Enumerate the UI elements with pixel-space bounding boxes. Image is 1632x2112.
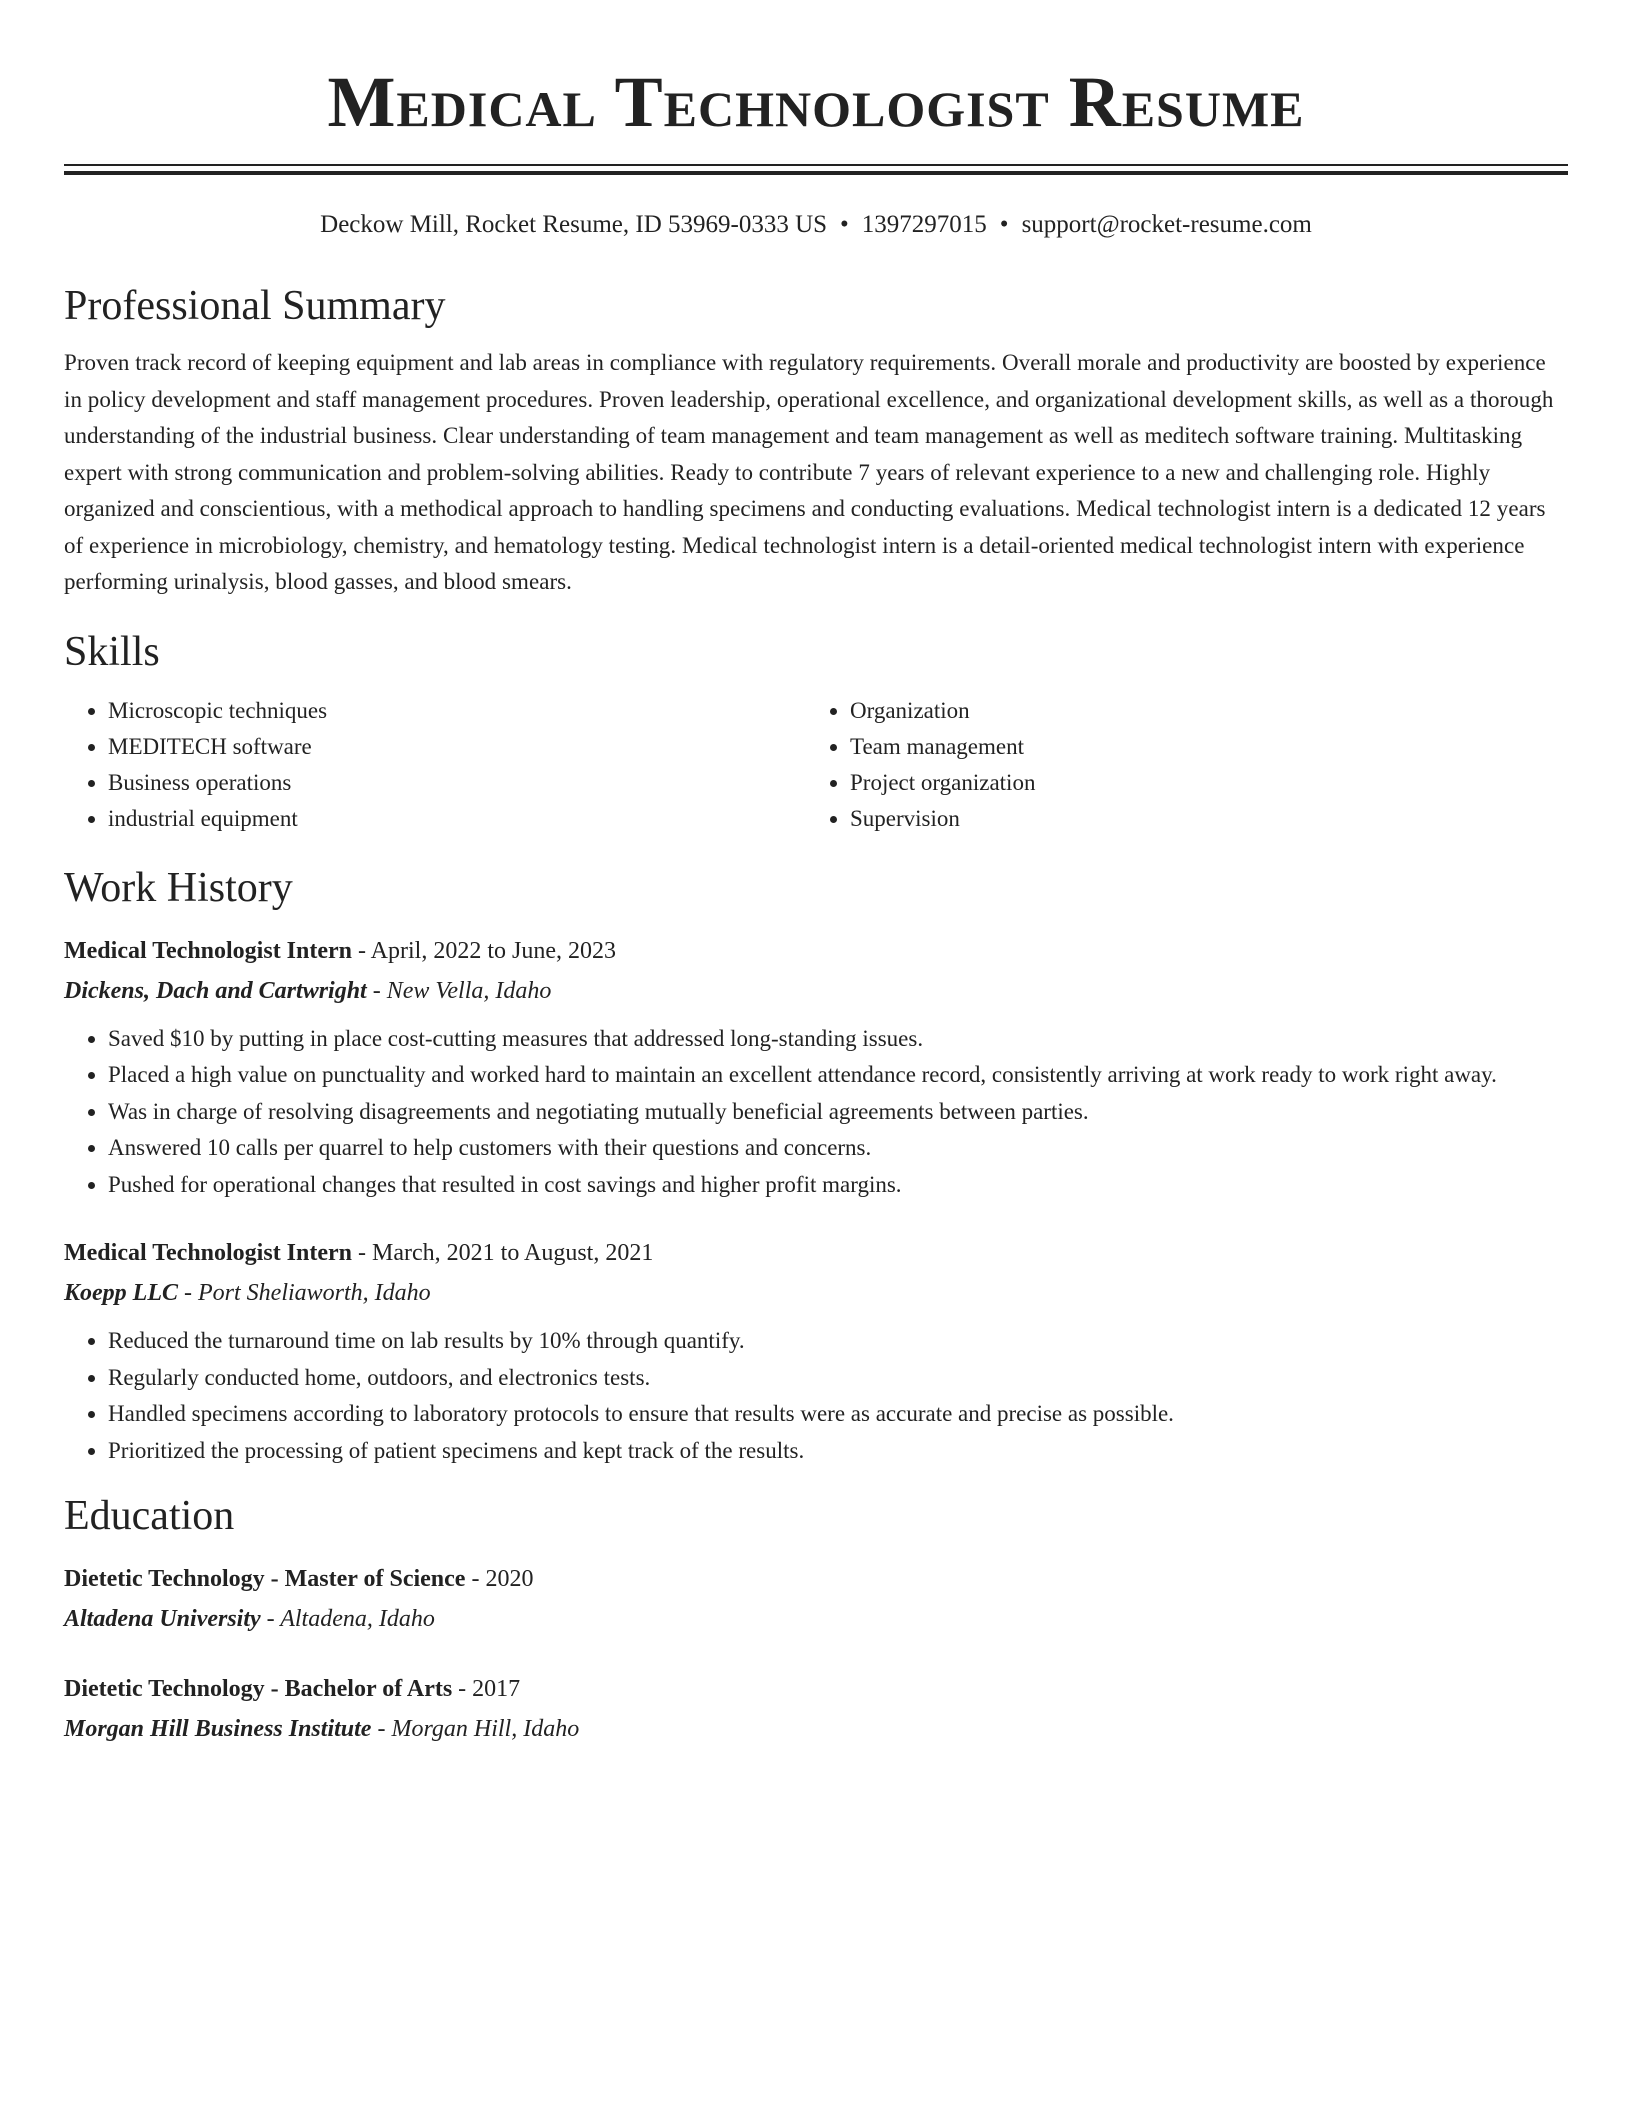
job-bullet: • Reduced the turnaround time on lab results by 10% through quantify. [108, 1323, 1568, 1360]
job-entry [64, 931, 1568, 1204]
job-header [64, 931, 1568, 971]
contact-separator: • [840, 211, 849, 238]
resume-title: Medical Technologist Resume [327, 62, 1305, 142]
skill-item: • industrial equipment [108, 801, 806, 837]
education-heading: Education [64, 1493, 235, 1539]
education-entry [64, 1559, 1568, 1639]
education-entry [64, 1669, 1568, 1749]
summary-text: Proven track record of keeping equipment and lab areas in compliance with regulatory requirements. Overall morale and productivity are boosted by experience in policy development and staff management procedures. Proven leadership, operational excellence, and organizational development skills, as well as a thorough understanding of the industrial business. Clear understanding of team management and team management as well as meditech software training. Multitasking expert with strong communication and problem-solving abilities. Ready to contribute 7 years of relevant experience to a new and challenging role. Highly organized and conscientious, with a methodical approach to handling specimens and conducting evaluations. Medical technologist intern is a dedicated 12 years of experience in microbiology, chemistry, and hematology testing. Medical technologist intern is a detail-oriented medical technologist intern with experience performing urinalysis, blood gasses, and blood smears. [64, 350, 1554, 594]
job-dates: - April, 2022 to June, 2023 [352, 937, 617, 964]
job-employer [64, 971, 1568, 1011]
skills-list-right [806, 693, 1548, 837]
education-degree: Dietetic Technology - Bachelor of Arts [64, 1676, 453, 1702]
skill-item: • Supervision [850, 801, 1548, 837]
summary-section [64, 281, 1568, 601]
job-title: Medical Technologist Intern [64, 937, 353, 964]
job-bullet: • Saved $10 by putting in place cost-cutting measures that addressed long-standing issues. [108, 1021, 1568, 1058]
skill-item: • Organization [850, 693, 1548, 729]
skills-heading: Skills [64, 628, 160, 675]
job-bullet: • Answered 10 calls per quarrel to help customers with their questions and concerns. [108, 1130, 1568, 1167]
skill-item: • Team management [850, 729, 1548, 765]
job-location: - New Vella, Idaho [366, 977, 552, 1004]
skills-section [64, 627, 1568, 837]
education-school: Morgan Hill Business Institute [64, 1716, 372, 1742]
skill-item: • Project organization [850, 765, 1548, 801]
job-bullet: • Prioritized the processing of patient specimens and kept track of the results. [108, 1433, 1568, 1470]
job-bullet: • Was in charge of resolving disagreements and negotiating mutually beneficial agreements between parties. [108, 1094, 1568, 1131]
job-employer [64, 1273, 1568, 1313]
education-location: - Morgan Hill, Idaho [371, 1716, 580, 1742]
skills-list-left [64, 693, 806, 837]
job-bullet: • Regularly conducted home, outdoors, and electronics tests. [108, 1360, 1568, 1397]
education-location: - Altadena, Idaho [260, 1606, 435, 1632]
summary-heading: Professional Summary [64, 283, 446, 329]
education-header [64, 1669, 1568, 1709]
education-header [64, 1559, 1568, 1599]
education-year: - 2017 [452, 1676, 521, 1702]
education-school: Altadena University [64, 1606, 261, 1632]
job-bullet: • Pushed for operational changes that resulted in cost savings and higher profit margins. [108, 1167, 1568, 1204]
education-degree: Dietetic Technology - Master of Science [64, 1566, 466, 1592]
job-location: - Port Sheliaworth, Idaho [178, 1280, 431, 1306]
contact-phone: 1397297015 [861, 211, 987, 238]
job-bullet: • Placed a high value on punctuality and worked hard to maintain an excellent attendance record, consistently arriving at work ready to work right away. [108, 1057, 1568, 1094]
work-history-section [64, 863, 1568, 1470]
education-school-line [64, 1599, 1568, 1639]
skills-grid [64, 693, 1568, 837]
work-history-heading: Work History [64, 864, 293, 911]
job-title: Medical Technologist Intern [64, 1240, 353, 1266]
title-divider [64, 164, 1568, 175]
skill-item: • Microscopic techniques [108, 693, 806, 729]
job-company: Koepp LLC [64, 1280, 178, 1306]
contact-email: support@rocket-resume.com [1021, 211, 1312, 238]
education-year: - 2020 [465, 1566, 534, 1592]
job-bullets [64, 1323, 1568, 1469]
job-dates: - March, 2021 to August, 2021 [352, 1240, 654, 1266]
job-bullet: • Handled specimens according to laboratory protocols to ensure that results were as accurate and precise as possible. [108, 1396, 1568, 1433]
job-entry [64, 1233, 1568, 1469]
education-school-line [64, 1709, 1568, 1749]
education-section [64, 1491, 1568, 1749]
job-bullets [64, 1021, 1568, 1204]
skill-item: • MEDITECH software [108, 729, 806, 765]
job-company: Dickens, Dach and Cartwright [64, 977, 367, 1004]
contact-address: Deckow Mill, Rocket Resume, ID 53969-0333 US [320, 211, 828, 238]
contact-line [64, 209, 1568, 241]
skill-item: • Business operations [108, 765, 806, 801]
job-header [64, 1233, 1568, 1273]
contact-separator: • [999, 211, 1009, 238]
